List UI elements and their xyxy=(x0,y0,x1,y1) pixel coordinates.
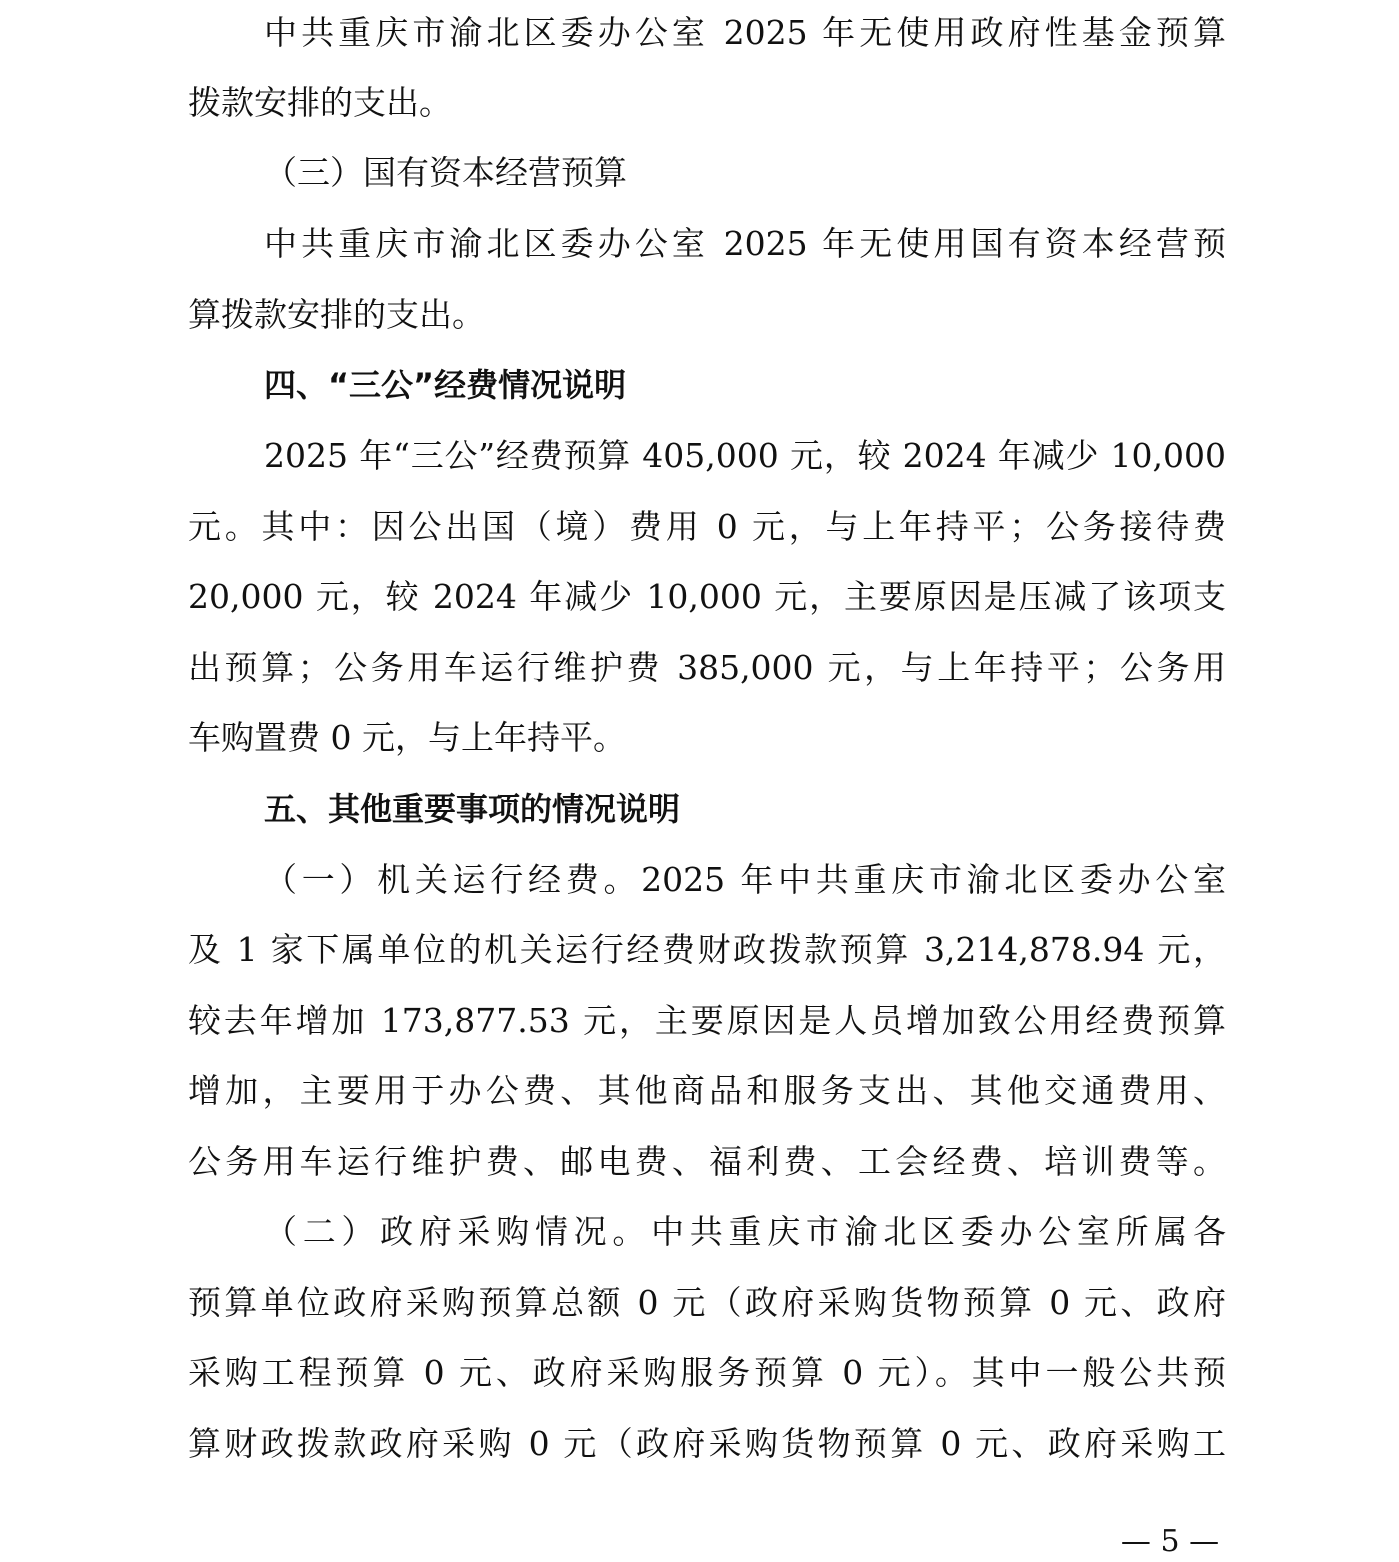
subsection-heading: （三）国有资本经营预算 xyxy=(264,153,627,192)
paragraph-line: 拨款安排的支出。 xyxy=(188,83,452,122)
paragraph-line: 中共重庆市渝北区委办公室 2025 年无使用国有资本经营预 xyxy=(264,224,1226,263)
paragraph-line: 公务用车运行维护费、邮电费、福利费、工会经费、培训费等。 xyxy=(188,1142,1226,1181)
paragraph-line: （二）政府采购情况。中共重庆市渝北区委办公室所属各 xyxy=(264,1212,1226,1251)
paragraph-line: 采购工程预算 0 元、政府采购服务预算 0 元）。其中一般公共预 xyxy=(188,1353,1226,1392)
paragraph-line: 较去年增加 173,877.53 元，主要原因是人员增加致公用经费预算 xyxy=(188,1001,1226,1040)
section-heading: 五、其他重要事项的情况说明 xyxy=(264,790,681,828)
paragraph-line: 中共重庆市渝北区委办公室 2025 年无使用政府性基金预算 xyxy=(264,13,1226,52)
paragraph-line: （一）机关运行经费。2025 年中共重庆市渝北区委办公室 xyxy=(264,860,1226,899)
paragraph-line: 出预算；公务用车运行维护费 385,000 元，与上年持平；公务用 xyxy=(188,648,1226,687)
paragraph-line: 2025 年“三公”经费预算 405,000 元，较 2024 年减少 10,000 xyxy=(264,436,1226,475)
paragraph-line: 及 1 家下属单位的机关运行经费财政拨款预算 3,214,878.94 元， xyxy=(188,930,1226,969)
section-heading: 四、“三公”经费情况说明 xyxy=(264,366,627,404)
paragraph-line: 预算单位政府采购预算总额 0 元（政府采购货物预算 0 元、政府 xyxy=(188,1283,1226,1322)
paragraph-line: 算拨款安排的支出。 xyxy=(188,295,485,334)
paragraph-line: 增加，主要用于办公费、其他商品和服务支出、其他交通费用、 xyxy=(188,1071,1226,1110)
paragraph-line: 算财政拨款政府采购 0 元（政府采购货物预算 0 元、政府采购工 xyxy=(188,1424,1226,1463)
page-number: — 5 — xyxy=(1120,1524,1220,1559)
paragraph-line: 20,000 元，较 2024 年减少 10,000 元，主要原因是压减了该项支 xyxy=(188,577,1226,616)
paragraph-line: 车购置费 0 元，与上年持平。 xyxy=(188,718,626,757)
paragraph-line: 元。其中：因公出国（境）费用 0 元，与上年持平；公务接待费 xyxy=(188,507,1226,546)
